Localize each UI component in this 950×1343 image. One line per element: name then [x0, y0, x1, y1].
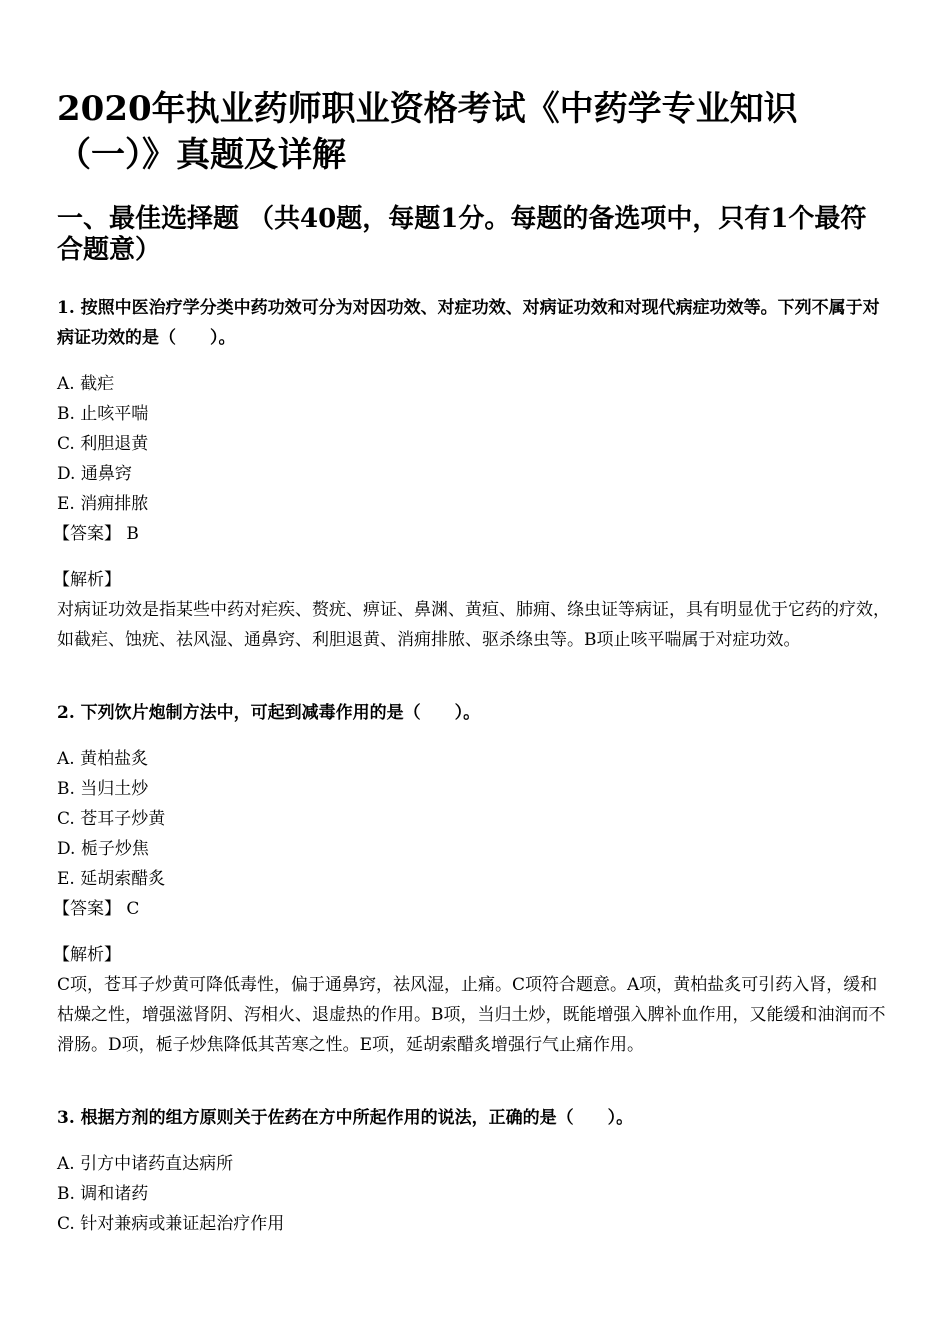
question-number: 2. [57, 703, 75, 723]
question-stem [57, 698, 892, 728]
option-c: C. 针对兼病或兼证起治疗作用 [57, 1214, 285, 1234]
question-text: 按照中医治疗学分类中药功效可分为对因功效、对症功效、对病证功效和对现代病症功效等。下列不属于对病证功效的是（ ）。 [57, 298, 880, 348]
option-c: C. 利胆退黄 [57, 434, 149, 454]
question-2 [53, 698, 892, 1060]
option-a: A. 截疟 [57, 374, 115, 394]
question-stem [57, 293, 892, 353]
analysis-label: 【解析】 [53, 945, 121, 965]
question-text: 根据方剂的组方原则关于佐药在方中所起作用的说法，正确的是（ ）。 [80, 1108, 634, 1128]
question-text: 下列饮片炮制方法中，可起到减毒作用的是（ ）。 [80, 703, 481, 723]
answer-value: B [126, 524, 139, 544]
option-a: A. 黄柏盐炙 [57, 749, 149, 769]
answer-line [53, 894, 892, 924]
option-d: D. 通鼻窍 [57, 464, 132, 484]
answer-line [53, 519, 892, 549]
option-list [57, 369, 892, 519]
question-stem [57, 1103, 892, 1133]
option-e: E. 消痈排脓 [57, 494, 149, 514]
option-a: A. 引方中诸药直达病所 [57, 1154, 234, 1174]
option-b: B. 止咳平喘 [57, 404, 149, 424]
analysis-text: C项，苍耳子炒黄可降低毒性，偏于通鼻窍，祛风湿，止痛。C项符合题意。A项，黄柏盐炙可引药入肾，缓和枯燥之性，增强滋肾阴、泻相火、退虚热的作用。B项，当归土炒，既能增强入脾补血作用，又能缓和油润而不滑肠。D项，栀子炒焦降低其苦寒之性。E项，延胡索醋炙增强行气止痛作用。 [57, 975, 886, 1055]
option-list [57, 744, 892, 894]
answer-value: C [126, 899, 140, 919]
analysis-label: 【解析】 [53, 570, 121, 590]
option-d: D. 栀子炒焦 [57, 839, 149, 859]
option-b: B. 当归土炒 [57, 779, 149, 799]
answer-label: 【答案】 [53, 524, 121, 544]
question-number: 3. [57, 1108, 75, 1128]
analysis-text: 对病证功效是指某些中药对疟疾、赘疣、痹证、鼻渊、黄疸、肺痈、绦虫证等病证，具有明显优于它药的疗效，如截疟、蚀疣、祛风湿、通鼻窍、利胆退黄、消痈排脓、驱杀绦虫等。B项止咳平喘属于对症功效。 [57, 600, 890, 650]
document-title: 2020年执业药师职业资格考试《中药学专业知识（一）》真题及详解 [57, 89, 798, 175]
option-c: C. 苍耳子炒黄 [57, 809, 166, 829]
question-number: 1. [57, 298, 75, 318]
option-e: E. 延胡索醋炙 [57, 869, 166, 889]
option-list [57, 1149, 892, 1239]
question-1 [53, 293, 892, 655]
question-3 [57, 1103, 892, 1239]
answer-label: 【答案】 [53, 899, 121, 919]
option-b: B. 调和诸药 [57, 1184, 149, 1204]
section-heading: 一、最佳选择题 （共40题，每题1分。每题的备选项中，只有1个最符合题意） [57, 204, 867, 265]
